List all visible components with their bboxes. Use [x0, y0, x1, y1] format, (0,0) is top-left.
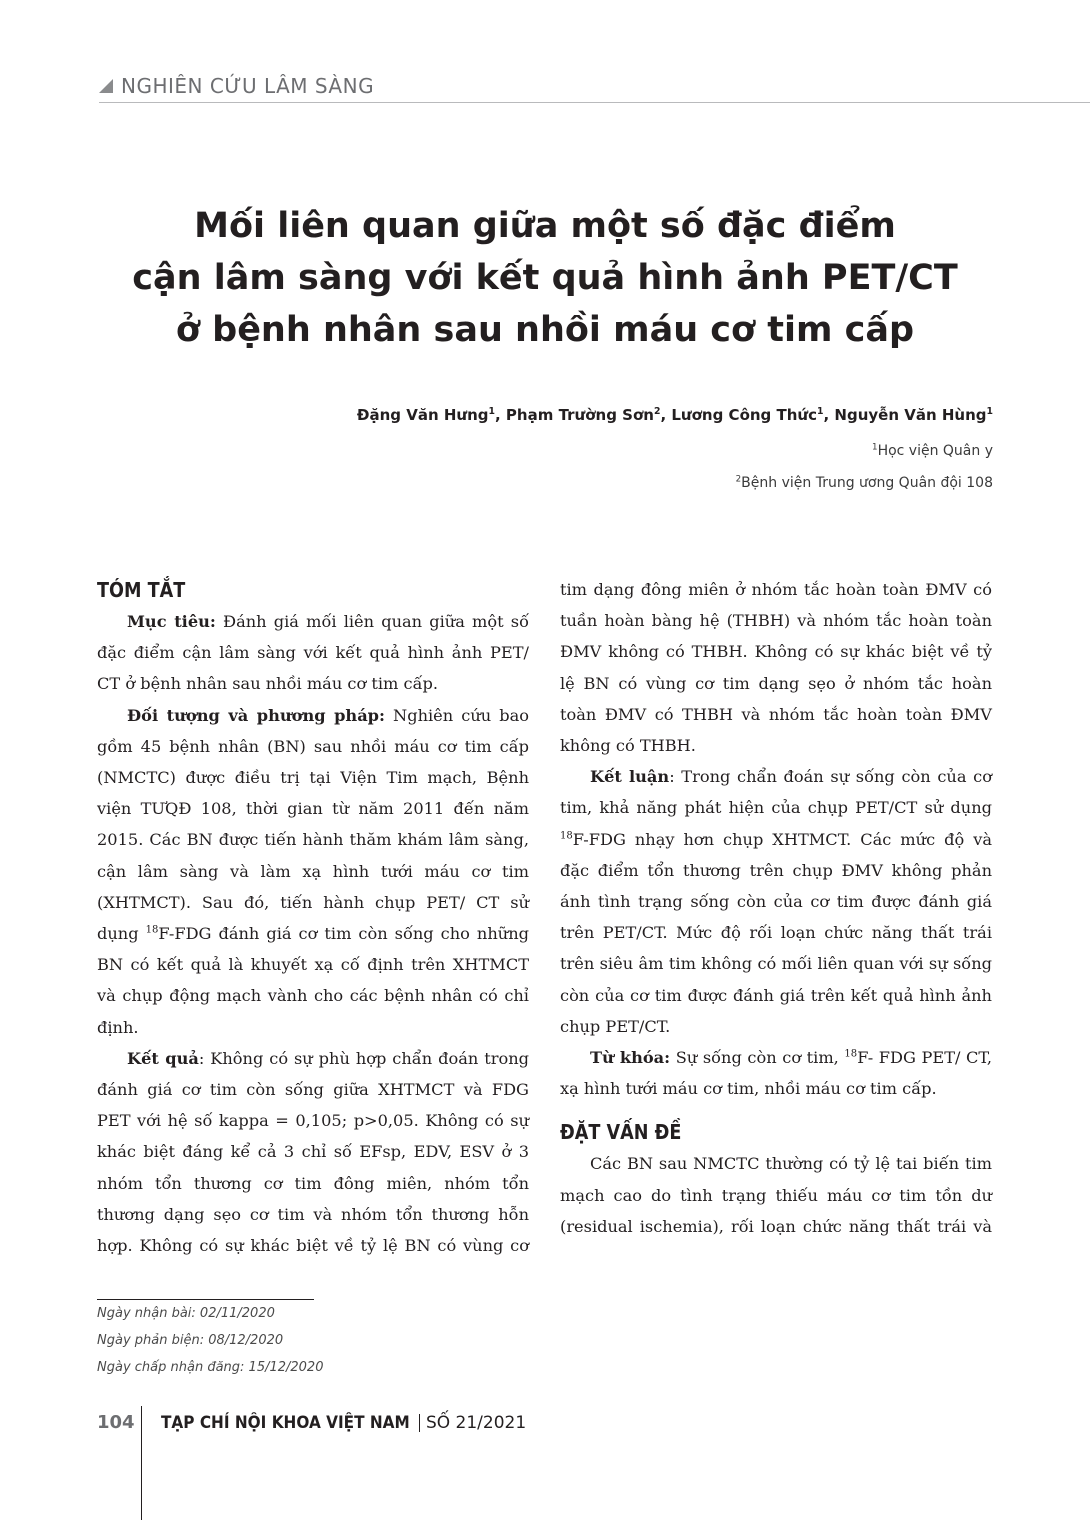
results-label: Kết quả [127, 1048, 199, 1068]
footnote-reviewed: Ngày phản biện: 08/12/2020 [97, 1333, 284, 1348]
keywords-text-2: F- FDG PET/ CT, xạ hình tưới máu cơ tim, nhồi máu cơ tim cấp. [560, 1048, 992, 1099]
author-name: Nguyễn Văn Hùng [834, 406, 987, 424]
footnote-rule [97, 1299, 314, 1300]
author-sep: , [495, 406, 506, 424]
article-title [80, 200, 1010, 356]
page-number: 104 [97, 1412, 135, 1433]
conclusion-text-1: : Trong chẩn đoán sự sống còn của cơ tim, khả năng phát hiện của chụp PET/CT sử dụng [560, 767, 992, 818]
results-text-left: : Không có sự phù hợp chẩn đoán trong đánh giá cơ tim còn sống giữa XHTMCT và FDG PET với hệ số kappa = 0,105; p>0,05. Không có sự khác biệt đáng kể cả 3 chỉ số EFsp, EDV, ESV ở 3 nhóm tổn thương cơ tim đông miên, nhóm tổn thương dạng sẹo cơ tim và nhóm tổn thương hỗn hợp. Không có sự khác biệt về tỷ lệ BN có vùng cơ [97, 1048, 529, 1256]
conclusion-sup: 18 [560, 830, 573, 842]
results-paragraph [97, 1043, 529, 1261]
author-name: Đặng Văn Hưng [356, 406, 489, 424]
keywords-text-1: Sự sống còn cơ tim, [670, 1048, 845, 1068]
author-affil-sup: 2 [653, 406, 661, 417]
keywords-paragraph [560, 1042, 992, 1104]
title-line-2: cận lâm sàng với kết quả hình ảnh PET/CT [132, 258, 958, 298]
author-affil-sup: 1 [986, 406, 993, 417]
affiliation-2 [736, 475, 993, 491]
methods-paragraph [97, 700, 529, 1043]
author-list [357, 406, 993, 424]
triangle-marker-icon [99, 79, 113, 93]
affiliation-text: Học viện Quân y [877, 443, 993, 459]
conclusion-paragraph [560, 761, 992, 1042]
intro-heading: ĐẶT VẤN ĐỀ [560, 1120, 682, 1145]
conclusion-text-2: F-FDG nhạy hơn chụp XHTMCT. Các mức độ và đặc điểm tổn thương trên chụp ĐMV không phản ánh tình trạng sống còn của cơ tim được đánh giá trên PET/CT. Mức độ rối loạn chức năng thất trái trên siêu âm tim không có mối liên quan với sự sống còn của cơ tim được đánh giá trên kết quả hình ảnh chụp PET/CT. [560, 829, 992, 1036]
intro-paragraph: Các BN sau NMCTC thường có tỷ lệ tai biến tim mạch cao do tình trạng thiếu máu cơ tim tồn dư (residual ischemia), rối loạn chức năng thất trái và [560, 1154, 992, 1236]
author-name: Phạm Trường Sơn [505, 406, 654, 424]
page-footer [97, 1412, 526, 1433]
affiliation-1 [872, 443, 993, 459]
author-affil-sup: 1 [488, 406, 495, 417]
methods-text-2: F-FDG đánh giá cơ tim còn sống cho những BN có kết quả là khuyết xạ cố định trên XHTMCT và chụp động mạch vành cho các bệnh nhân có chỉ định. [97, 924, 529, 1037]
affiliation-sup: 1 [872, 442, 878, 453]
objective-label: Mục tiêu: [127, 612, 216, 631]
methods-sup: 18 [145, 924, 159, 936]
author-affil-sup: 1 [817, 406, 824, 417]
journal-name: TẠP CHÍ NỘI KHOA VIỆT NAM [160, 1412, 410, 1433]
abstract-heading: TÓM TẮT [97, 578, 186, 602]
objective-text: Đánh giá mối liên quan giữa một số đặc điểm cận lâm sàng với kết quả hình ảnh PET/ CT ở bệnh nhân sau nhồi máu cơ tim cấp. [97, 612, 529, 694]
objective-paragraph [97, 606, 529, 700]
keywords-label: Từ khóa: [590, 1048, 671, 1068]
conclusion-label: Kết luận [590, 767, 670, 787]
header-rule [99, 102, 1090, 103]
results-continuation: tim dạng đông miên ở nhóm tắc hoàn toàn ĐMV có tuần hoàn bàng hệ (THBH) và nhóm tắc hoàn toàn ĐMV không có THBH. Không có sự khác biệt về tỷ lệ BN có vùng cơ tim dạng sẹo ở nhóm tắc hoàn toàn ĐMV có THBH và nhóm tắc hoàn toàn ĐMV không có THBH. [560, 580, 992, 756]
affiliation-sup: 2 [735, 474, 742, 485]
section-header [99, 74, 374, 98]
title-line-3: ở bệnh nhân sau nhồi máu cơ tim cấp [175, 310, 915, 350]
issue-separator [419, 1414, 420, 1432]
left-column [97, 574, 529, 1261]
keywords-sup: 18 [844, 1048, 858, 1060]
affiliation-text: Bệnh viện Trung ương Quân đội 108 [741, 475, 993, 491]
title-line-1: Mối liên quan giữa một số đặc điểm [194, 206, 896, 246]
author-sep: , [660, 406, 672, 424]
footnote-received: Ngày nhận bài: 02/11/2020 [97, 1306, 275, 1321]
right-column [560, 574, 992, 1242]
issue-number: SỐ 21/2021 [425, 1412, 527, 1433]
author-name: Lương Công Thức [671, 406, 817, 424]
methods-label: Đối tượng và phương pháp: [127, 705, 385, 725]
section-label: NGHIÊN CỨU LÂM SÀNG [121, 74, 375, 98]
author-sep: , [823, 406, 835, 424]
footnote-accepted: Ngày chấp nhận đăng: 15/12/2020 [97, 1360, 324, 1375]
methods-text-1: Nghiên cứu bao gồm 45 bệnh nhân (BN) sau nhồi máu cơ tim cấp (NMCTC) được điều trị tại Viện Tim mạch, Bệnh viện TƯQĐ 108, thời gian từ năm 2011 đến năm 2015. Các BN được tiến hành thăm khám lâm sàng, cận lâm sàng và làm xạ hình tưới máu cơ tim (XHTMCT). Sau đó, tiến hành chụp PET/ CT sử dụng [97, 705, 530, 944]
